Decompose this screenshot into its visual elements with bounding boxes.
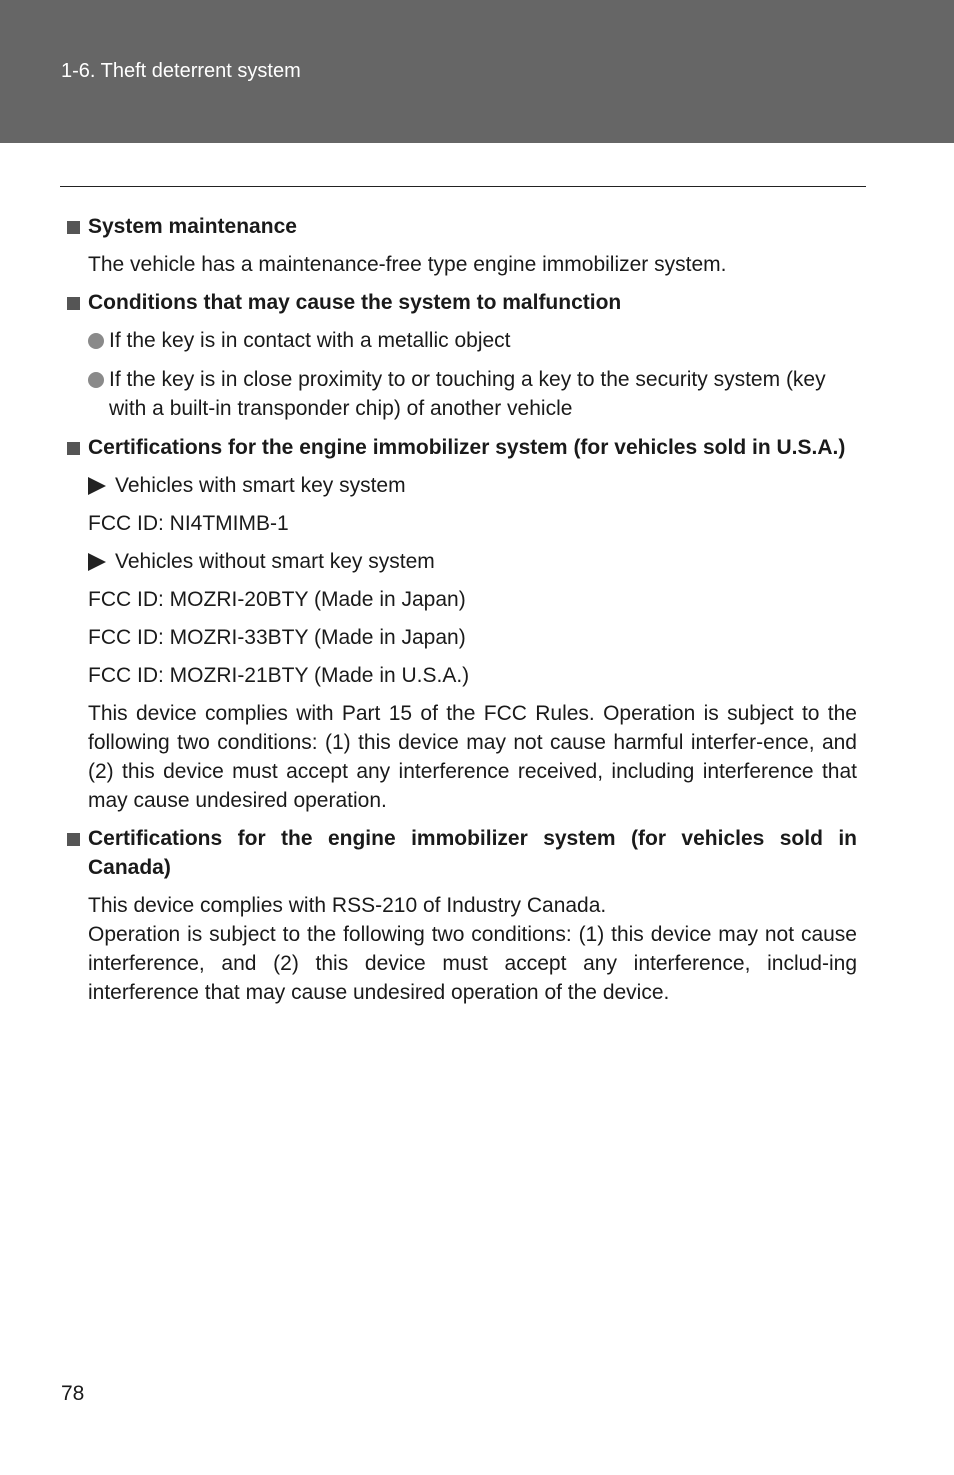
- section-heading-maintenance: [67, 212, 857, 241]
- heading-text: Certifications for the engine immobilizer system (for vehicles sold in Canada): [88, 827, 857, 879]
- circle-bullet-icon: [88, 372, 104, 388]
- sub-heading-text: Vehicles without smart key system: [115, 550, 435, 573]
- square-icon: [67, 297, 80, 310]
- canada-line-1: This device complies with RSS-210 of Industry Canada.: [88, 894, 607, 917]
- heading-text: Certifications for the engine immobilizer system (for vehicles sold in U.S.A.): [88, 436, 846, 459]
- fcc-id-line: FCC ID: MOZRI-21BTY (Made in U.S.A.): [88, 664, 470, 687]
- triangle-arrow-icon: [88, 477, 106, 495]
- list-item-text: If the key is in close proximity to or touching a key to the security system (key with a built-in transponder chip) of another vehicle: [109, 368, 826, 420]
- page-number: 78: [61, 1382, 85, 1405]
- canada-conditions-text: Operation is subject to the following two conditions: (1) this device may not cause interference, and (2) this device must accept any interference, includ-ing interference that may cause undesired operation of the device.: [88, 923, 857, 1004]
- header-band: [0, 0, 954, 143]
- square-icon: [67, 221, 80, 234]
- canada-compliance-text: [67, 891, 857, 920]
- square-icon: [67, 442, 80, 455]
- square-icon: [67, 833, 80, 846]
- heading-text: Conditions that may cause the system to malfunction: [88, 291, 622, 314]
- fcc-id-smart-key: FCC ID: NI4TMIMB-1: [88, 512, 289, 535]
- section-heading-usa: [67, 433, 857, 462]
- sub-heading-no-smart-key: [67, 547, 857, 576]
- section-heading-canada: [67, 824, 857, 882]
- fcc-compliance-text: This device complies with Part 15 of the FCC Rules. Operation is subject to the following two conditions: (1) this device may not cause harmful interfer-ence, and (2) this device must accept any interference received, including interference that may cause undesired operation.: [88, 702, 857, 812]
- section-heading-malfunction: [67, 288, 857, 317]
- section-title: 1-6. Theft deterrent system: [61, 60, 301, 82]
- fcc-id-line: FCC ID: MOZRI-20BTY (Made in Japan): [88, 588, 466, 611]
- list-item-text: If the key is in contact with a metallic object: [109, 329, 511, 352]
- sub-heading-smart-key: [67, 471, 857, 500]
- triangle-arrow-icon: [88, 553, 106, 571]
- list-item: [67, 365, 857, 423]
- heading-text: System maintenance: [88, 215, 297, 238]
- fcc-id-line: FCC ID: MOZRI-33BTY (Made in Japan): [88, 626, 466, 649]
- sub-heading-text: Vehicles with smart key system: [115, 474, 406, 497]
- list-item: [67, 326, 857, 355]
- circle-bullet-icon: [88, 333, 104, 349]
- maintenance-text: The vehicle has a maintenance-free type engine immobilizer system.: [88, 253, 727, 276]
- divider: [60, 186, 866, 187]
- page-content: [67, 212, 857, 1016]
